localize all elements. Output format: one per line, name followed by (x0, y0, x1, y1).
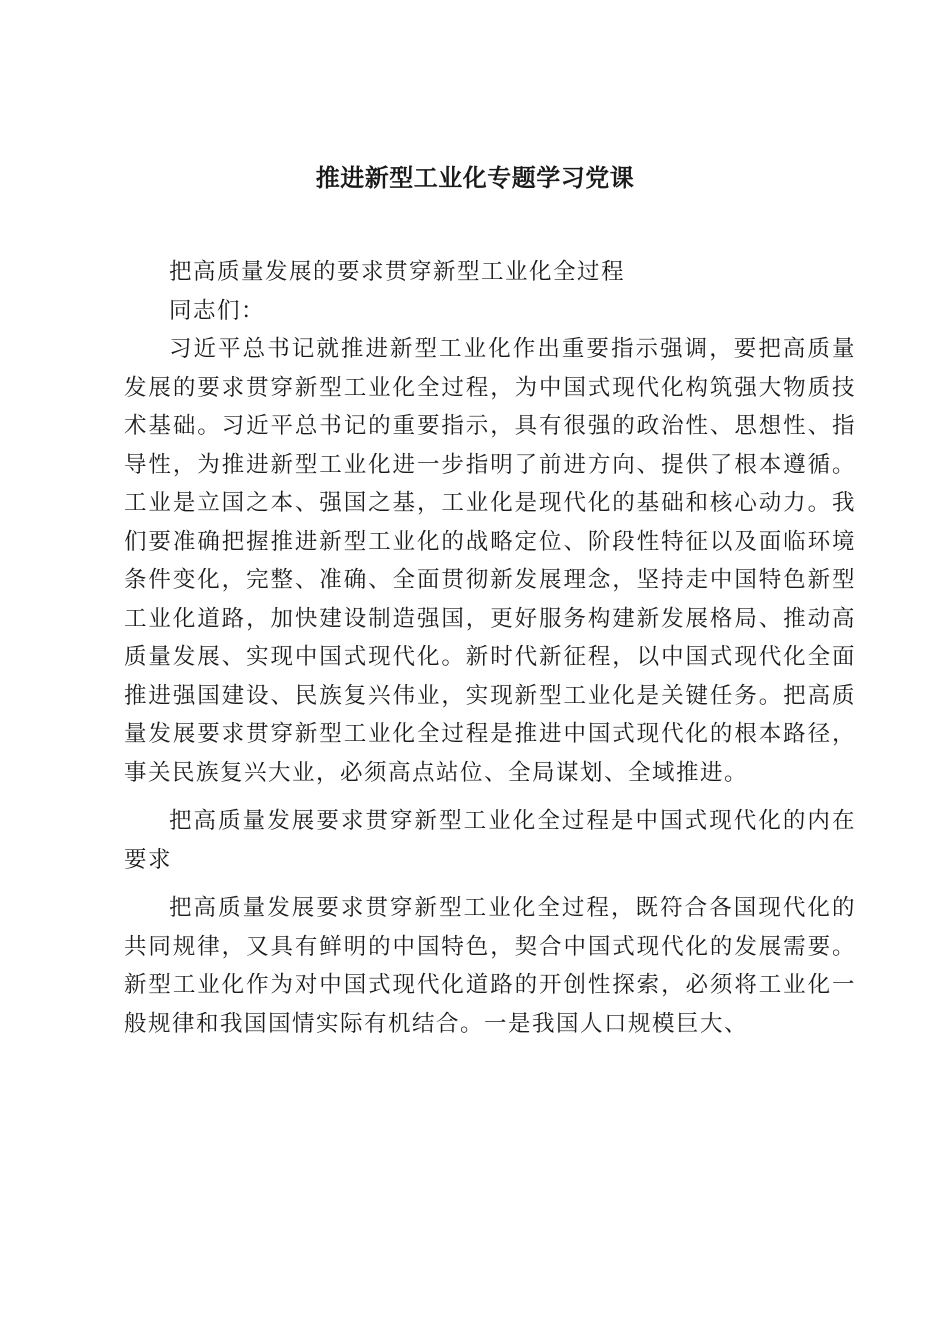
section-heading: 把高质量发展要求贯穿新型工业化全过程是中国式现代化的内在要求 (124, 808, 856, 873)
document-body (124, 253, 856, 1043)
section-subtitle: 把高质量发展的要求贯穿新型工业化全过程 (169, 259, 626, 285)
greeting: 同志们： (169, 297, 266, 324)
body-paragraph: 把高质量发展要求贯穿新型工业化全过程，既符合各国现代化的共同规律，又具有鲜明的中国特色，契合中国式现代化的发展需要。新型工业化作为对中国式现代化道路的开创性探索，必须将工业化一般规律和我国国情实际有机结合。一是我国人口规模巨大、 (124, 895, 856, 1037)
document-title: 推进新型工业化专题学习党课 (315, 164, 635, 192)
body-paragraph: 习近平总书记就推进新型工业化作出重要指示强调，要把高质量发展的要求贯穿新型工业化全过程，为中国式现代化构筑强大物质技术基础。习近平总书记的重要指示，具有很强的政治性、思想性、指导性，为推进新型工业化进一步指明了前进方向、提供了根本遵循。工业是立国之本、强国之基，工业化是现代化的基础和核心动力。我们要准确把握推进新型工业化的战略定位、阶段性特征以及面临环境条件变化，完整、准确、全面贯彻新发展理念，坚持走中国特色新型工业化道路，加快建设制造强国，更好服务构建新发展格局、推动高质量发展、实现中国式现代化。新时代新征程，以中国式现代化全面推进强国建设、民族复兴伟业，实现新型工业化是关键任务。把高质量发展要求贯穿新型工业化全过程是推进中国式现代化的根本路径，事关民族复兴大业，必须高点站位、全局谋划、全域推进。 (124, 336, 856, 786)
